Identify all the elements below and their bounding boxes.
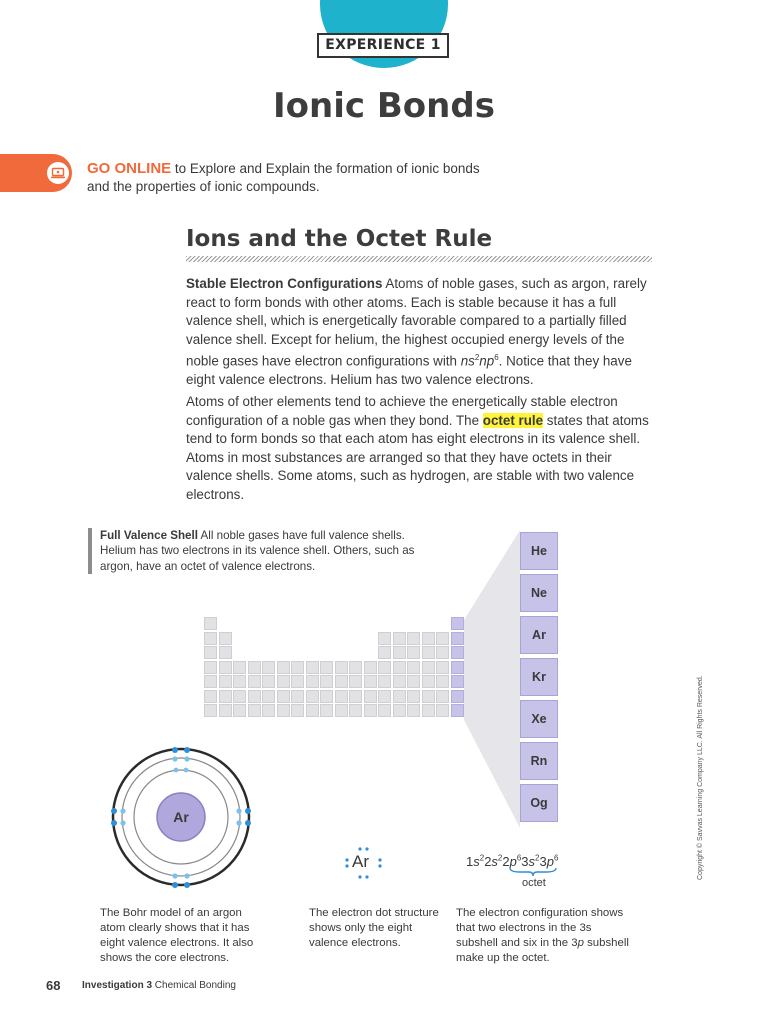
pt-cell	[233, 704, 246, 717]
group18-cell	[451, 632, 464, 645]
group18-cell	[451, 661, 464, 674]
config-caption-a: The electron configuration shows that two electrons in the 3s subshell and six in the 3	[456, 907, 624, 949]
bohr-caption: The Bohr model of an argon atom clearly shows that it has eight valence electrons. It also shows the core electrons.	[100, 907, 254, 964]
pt-cell	[262, 690, 275, 703]
pt-cell	[407, 646, 420, 659]
pt-cell	[436, 632, 449, 645]
pt-cell	[335, 675, 348, 688]
dot-caption: The electron dot structure shows only the eight valence electrons.	[309, 907, 439, 949]
noble-gas-he: He	[520, 532, 558, 570]
config-term: $3s^2$	[521, 854, 540, 870]
pt-cell	[407, 675, 420, 688]
pt-cell	[407, 632, 420, 645]
pt-cell	[320, 675, 333, 688]
pt-cell	[204, 632, 217, 645]
bohr-model-argon	[106, 744, 256, 894]
pt-cell	[219, 690, 232, 703]
pt-cell	[277, 704, 290, 717]
pt-cell	[204, 675, 217, 688]
pt-cell	[349, 675, 362, 688]
pt-cell	[335, 690, 348, 703]
octet-label: octet	[522, 877, 546, 889]
pt-cell	[436, 675, 449, 688]
octet-rule-term: octet rule	[482, 412, 544, 428]
paragraph1-text-a: Atoms of noble gases, such as argon, rarely react to form bonds with other atoms. Each is stable because it has a full valence shell, which is energetically favorable compared to a partially filled valence shell. Except for helium, the highest occupied energy levels of the noble gases have electron configurations with	[186, 276, 647, 369]
footer-label	[82, 980, 236, 991]
pt-cell	[378, 690, 391, 703]
pt-cell	[436, 704, 449, 717]
pt-cell	[219, 646, 232, 659]
pt-cell	[407, 661, 420, 674]
pt-cell	[393, 675, 406, 688]
dot-symbol: Ar	[352, 852, 369, 871]
pt-cell	[248, 690, 261, 703]
config-term: $2p^6$	[502, 854, 522, 870]
pt-cell	[233, 661, 246, 674]
pt-cell	[262, 675, 275, 688]
pt-cell	[291, 675, 304, 688]
page-number: 68	[46, 978, 61, 993]
pt-cell	[422, 632, 435, 645]
pt-cell	[291, 704, 304, 717]
pt-cell	[335, 661, 348, 674]
pt-cell	[204, 646, 217, 659]
config-caption-p: p	[577, 937, 584, 949]
pt-cell	[306, 690, 319, 703]
pt-cell	[393, 661, 406, 674]
pt-cell	[349, 690, 362, 703]
pt-cell	[378, 675, 391, 688]
noble-gas-kr: Kr	[520, 658, 558, 696]
noble-gas-og: Og	[520, 784, 558, 822]
pt-cell	[349, 661, 362, 674]
pt-cell	[204, 690, 217, 703]
pt-cell	[248, 661, 261, 674]
pt-cell	[320, 704, 333, 717]
pt-cell	[422, 690, 435, 703]
experience-label: EXPERIENCE 1	[317, 33, 449, 58]
group18-cell	[451, 646, 464, 659]
noble-gas-xe: Xe	[520, 700, 558, 738]
paragraph-lead: Stable Electron Configurations	[186, 276, 383, 291]
group18-cell	[451, 704, 464, 717]
pt-cell	[393, 632, 406, 645]
pt-cell	[364, 675, 377, 688]
pt-cell	[378, 632, 391, 645]
figure-caption-lead: Full Valence Shell	[100, 529, 198, 542]
paragraph1-text-b: . Notice that they have eight valence electrons. Helium has two valence electrons.	[186, 353, 632, 388]
pt-cell	[291, 690, 304, 703]
paragraph2-text-a: Atoms of other elements tend to achieve the energetically stable electron configuration of a noble gas when they bond. The	[186, 394, 618, 428]
pt-cell	[422, 675, 435, 688]
pt-cell	[364, 704, 377, 717]
pt-cell	[378, 661, 391, 674]
pt-cell	[262, 661, 275, 674]
formula-ns: ns	[460, 353, 475, 369]
group18-cell	[451, 617, 464, 630]
pt-cell	[219, 704, 232, 717]
pt-cell	[335, 704, 348, 717]
pt-cell	[204, 617, 217, 630]
pt-cell	[219, 661, 232, 674]
pt-cell	[219, 675, 232, 688]
footer-topic: Chemical Bonding	[152, 980, 236, 991]
pt-cell	[233, 675, 246, 688]
pt-cell	[291, 661, 304, 674]
pt-cell	[422, 661, 435, 674]
page-title: Ionic Bonds	[273, 86, 495, 126]
bohr-nucleus-label: Ar	[173, 809, 189, 825]
pt-cell	[306, 661, 319, 674]
pt-cell	[422, 646, 435, 659]
pt-cell	[349, 704, 362, 717]
go-online-link[interactable]: GO ONLINE	[87, 160, 172, 177]
pt-cell	[407, 704, 420, 717]
footer-investigation: Investigation 3	[82, 980, 153, 991]
pt-cell	[436, 646, 449, 659]
pt-cell	[436, 661, 449, 674]
pt-cell	[277, 661, 290, 674]
formula-np: np	[479, 353, 495, 369]
noble-gas-rn: Rn	[520, 742, 558, 780]
go-online-desc-1: to Explore and Explain the formation of ionic bonds	[171, 161, 480, 176]
pt-cell	[262, 704, 275, 717]
config-term: $1s^2$	[466, 854, 485, 870]
pt-cell	[393, 646, 406, 659]
pt-cell	[320, 690, 333, 703]
noble-gas-ne: Ne	[520, 574, 558, 612]
paragraph2-text-b: states that atoms tend to form bonds so that each atom has eight electrons in its valence shell. Atoms in most substances are arranged so that they have octets in their valence shells. Some atoms, such as hydrogen, are stable with two valence electrons.	[186, 412, 649, 502]
pt-cell	[233, 690, 246, 703]
pt-cell	[378, 704, 391, 717]
figure-caption-text: All noble gases have full valence shells. Helium has two electrons in its valence shell. Others, such as argon, have an octet of valence electrons.	[100, 529, 415, 573]
pt-cell	[306, 675, 319, 688]
formula-ns-sup: 2	[474, 353, 480, 363]
pt-cell	[277, 690, 290, 703]
pt-cell	[204, 704, 217, 717]
pt-cell	[277, 675, 290, 688]
go-online-desc-2: and the properties of ionic compounds.	[87, 179, 320, 194]
pt-cell	[436, 690, 449, 703]
pt-cell	[219, 632, 232, 645]
pt-cell	[320, 661, 333, 674]
pt-cell	[422, 704, 435, 717]
pt-cell	[393, 704, 406, 717]
pt-cell	[248, 675, 261, 688]
group18-cell	[451, 690, 464, 703]
pt-cell	[393, 690, 406, 703]
config-caption	[456, 906, 636, 966]
pt-cell	[364, 661, 377, 674]
config-term: $2s^2$	[484, 854, 503, 870]
noble-gas-ar: Ar	[520, 616, 558, 654]
pt-cell	[248, 704, 261, 717]
formula-np-sup: 6	[494, 353, 499, 363]
pt-cell	[204, 661, 217, 674]
pt-cell	[306, 704, 319, 717]
pt-cell	[364, 690, 377, 703]
dot-electrons	[343, 846, 385, 880]
electron-dot-structure	[343, 850, 385, 880]
config-caption-b: subshell make up the octet.	[456, 937, 629, 964]
config-term: $3p^6$	[539, 854, 559, 870]
copyright-notice: Copyright © Savvas Learning Company LLC. All Rights Reserved.	[697, 675, 704, 880]
pt-cell	[378, 646, 391, 659]
group18-cell	[451, 675, 464, 688]
section-heading: Ions and the Octet Rule	[186, 226, 493, 252]
pt-cell	[407, 690, 420, 703]
